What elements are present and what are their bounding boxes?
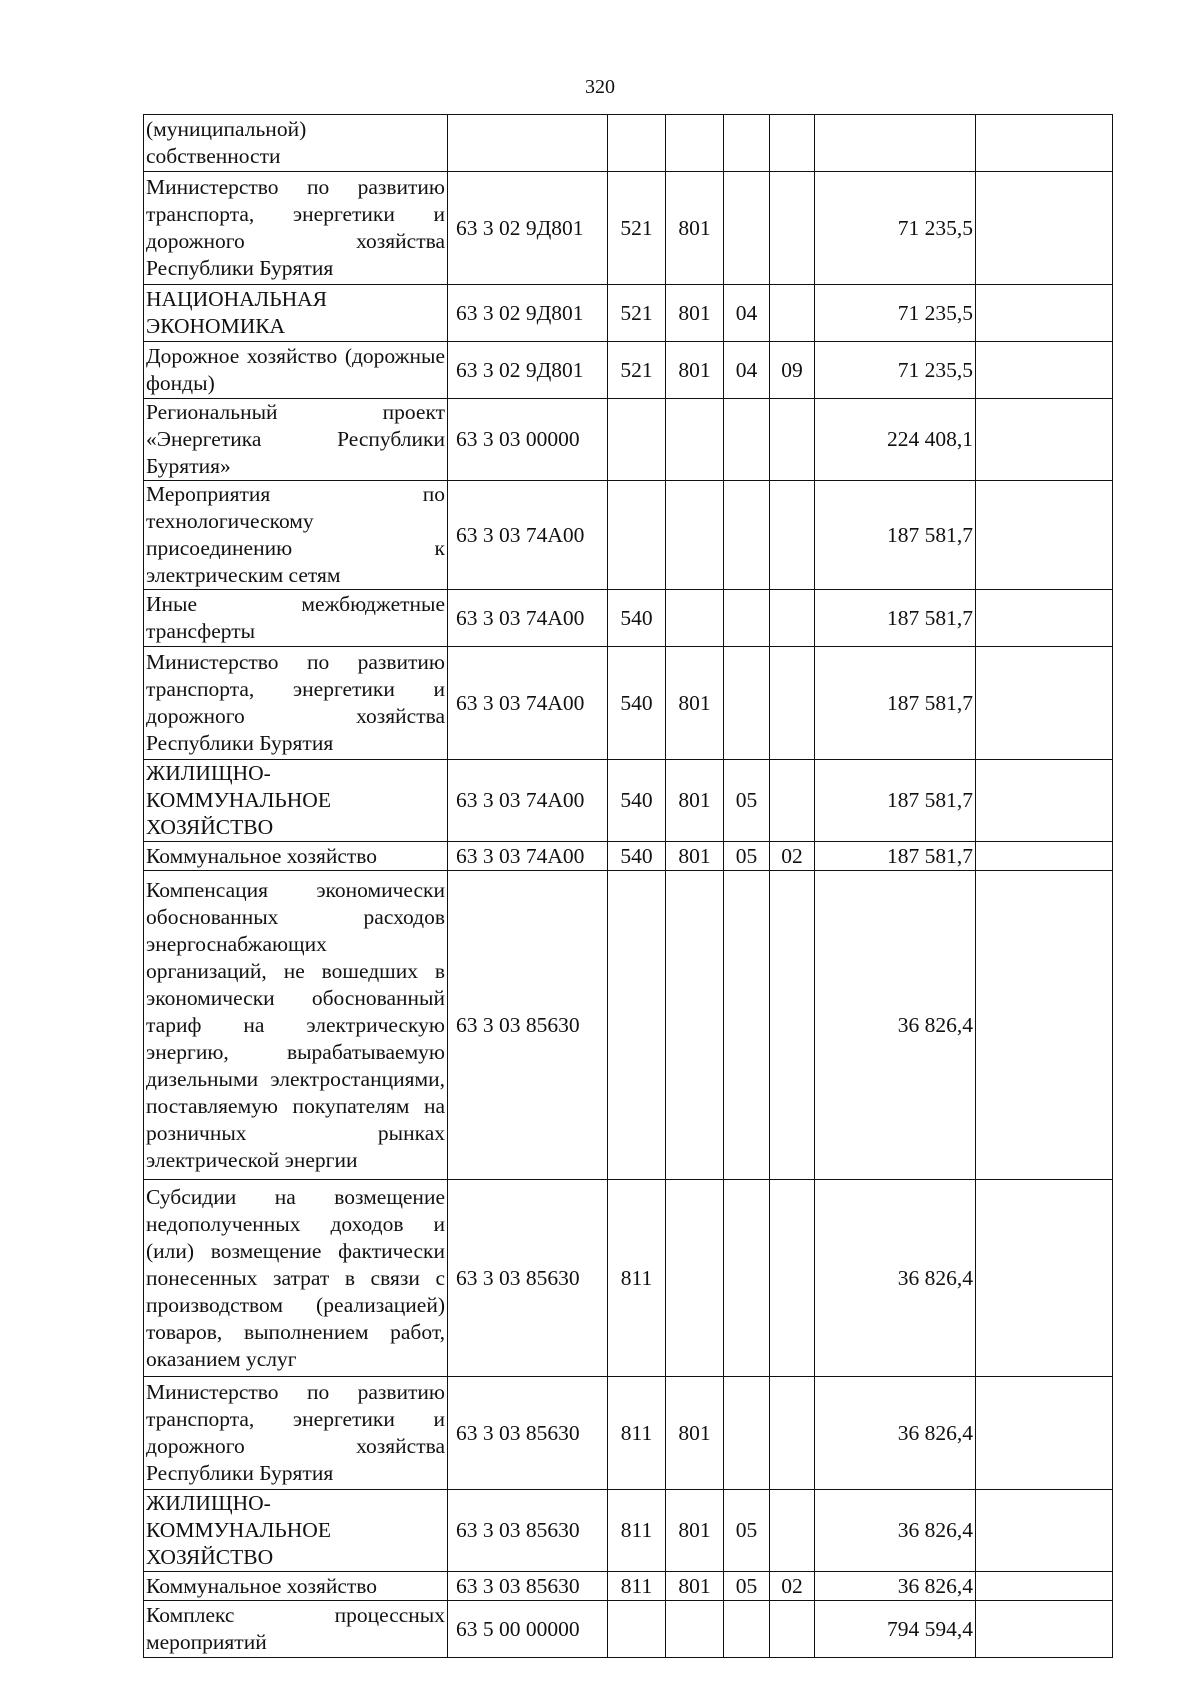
expense-type-cell <box>608 481 666 590</box>
section-cell <box>724 1377 770 1490</box>
row-name-cell: Региональный проект «Энергетика Республики Бурятия» <box>144 399 448 481</box>
section-cell <box>724 647 770 760</box>
expense-type-cell <box>608 871 666 1180</box>
amount-cell: 36 826,4 <box>815 1572 976 1601</box>
table-row <box>144 1490 1113 1572</box>
extra-amount-cell <box>976 871 1113 1180</box>
extra-amount-cell <box>976 1572 1113 1601</box>
table-row <box>144 342 1113 399</box>
target-article-code-cell: 63 3 03 85630 <box>448 1490 608 1572</box>
section-cell: 05 <box>724 1572 770 1601</box>
section-cell <box>724 399 770 481</box>
expense-type-cell: 811 <box>608 1180 666 1377</box>
target-article-code-cell: 63 5 00 00000 <box>448 1601 608 1658</box>
grbs-cell <box>666 590 724 647</box>
row-name-cell: Иные межбюджетные трансферты <box>144 590 448 647</box>
extra-amount-cell <box>976 115 1113 172</box>
section-cell: 04 <box>724 342 770 399</box>
expense-type-cell <box>608 399 666 481</box>
grbs-cell <box>666 871 724 1180</box>
amount-cell: 187 581,7 <box>815 760 976 842</box>
extra-amount-cell <box>976 647 1113 760</box>
table-row <box>144 285 1113 342</box>
amount-cell: 36 826,4 <box>815 1490 976 1572</box>
extra-amount-cell <box>976 1601 1113 1658</box>
table-row <box>144 1180 1113 1377</box>
extra-amount-cell <box>976 1377 1113 1490</box>
section-cell: 05 <box>724 1490 770 1572</box>
expense-type-cell <box>608 115 666 172</box>
row-name-cell: ЖИЛИЩНО-КОММУНАЛЬНОЕ ХОЗЯЙСТВО <box>144 760 448 842</box>
row-name-cell: (муниципальной) собственности <box>144 115 448 172</box>
row-name-cell: Министерство по развитию транспорта, энергетики и дорожного хозяйства Республики Бурятия <box>144 172 448 285</box>
expense-type-cell: 811 <box>608 1490 666 1572</box>
amount-cell: 36 826,4 <box>815 871 976 1180</box>
row-name-cell: ЖИЛИЩНО-КОММУНАЛЬНОЕ ХОЗЯЙСТВО <box>144 1490 448 1572</box>
table-row <box>144 115 1113 172</box>
table-row <box>144 399 1113 481</box>
budget-table <box>143 114 1113 1658</box>
table-row <box>144 1572 1113 1601</box>
amount-cell: 36 826,4 <box>815 1180 976 1377</box>
target-article-code-cell: 63 3 02 9Д801 <box>448 342 608 399</box>
subsection-cell <box>770 871 815 1180</box>
target-article-code-cell: 63 3 03 74А00 <box>448 481 608 590</box>
target-article-code-cell: 63 3 03 00000 <box>448 399 608 481</box>
target-article-code-cell: 63 3 03 85630 <box>448 1572 608 1601</box>
table-row <box>144 647 1113 760</box>
subsection-cell <box>770 115 815 172</box>
subsection-cell <box>770 1377 815 1490</box>
subsection-cell: 09 <box>770 342 815 399</box>
row-name-cell: Компенсация экономически обоснованных расходов энергоснабжающих организаций, не вошедших в экономически обоснованный тариф на электрическую энергию, вырабатываемую дизельными электростанциями, поставляемую покупателям на розничных рынках электрической энергии <box>144 871 448 1180</box>
target-article-code-cell: 63 3 03 85630 <box>448 1377 608 1490</box>
amount-cell: 187 581,7 <box>815 590 976 647</box>
amount-cell: 36 826,4 <box>815 1377 976 1490</box>
amount-cell: 187 581,7 <box>815 647 976 760</box>
section-cell <box>724 590 770 647</box>
table-row <box>144 871 1113 1180</box>
row-name-cell: Комплекс процессных мероприятий <box>144 1601 448 1658</box>
target-article-code-cell: 63 3 03 85630 <box>448 1180 608 1377</box>
subsection-cell <box>770 285 815 342</box>
amount-cell: 794 594,4 <box>815 1601 976 1658</box>
row-name-cell: Министерство по развитию транспорта, энергетики и дорожного хозяйства Республики Бурятия <box>144 647 448 760</box>
section-cell <box>724 871 770 1180</box>
section-cell <box>724 1180 770 1377</box>
row-name-cell: Коммунальное хозяйство <box>144 1572 448 1601</box>
target-article-code-cell: 63 3 03 74А00 <box>448 760 608 842</box>
table-row <box>144 760 1113 842</box>
extra-amount-cell <box>976 285 1113 342</box>
expense-type-cell: 521 <box>608 285 666 342</box>
amount-cell: 71 235,5 <box>815 172 976 285</box>
subsection-cell: 02 <box>770 1572 815 1601</box>
table-row <box>144 481 1113 590</box>
expense-type-cell: 540 <box>608 842 666 871</box>
extra-amount-cell <box>976 1180 1113 1377</box>
subsection-cell <box>770 1490 815 1572</box>
row-name-cell: Коммунальное хозяйство <box>144 842 448 871</box>
amount-cell: 71 235,5 <box>815 342 976 399</box>
row-name-cell: Дорожное хозяйство (дорожные фонды) <box>144 342 448 399</box>
amount-cell: 187 581,7 <box>815 481 976 590</box>
subsection-cell <box>770 399 815 481</box>
expense-type-cell: 811 <box>608 1377 666 1490</box>
extra-amount-cell <box>976 342 1113 399</box>
extra-amount-cell <box>976 399 1113 481</box>
amount-cell <box>815 115 976 172</box>
section-cell <box>724 1601 770 1658</box>
table-row <box>144 590 1113 647</box>
subsection-cell <box>770 1601 815 1658</box>
subsection-cell: 02 <box>770 842 815 871</box>
table-row <box>144 1377 1113 1490</box>
target-article-code-cell: 63 3 03 74А00 <box>448 842 608 871</box>
target-article-code-cell: 63 3 03 74А00 <box>448 647 608 760</box>
expense-type-cell: 521 <box>608 172 666 285</box>
section-cell: 05 <box>724 760 770 842</box>
expense-type-cell: 540 <box>608 760 666 842</box>
expense-type-cell: 540 <box>608 647 666 760</box>
extra-amount-cell <box>976 842 1113 871</box>
extra-amount-cell <box>976 590 1113 647</box>
grbs-cell <box>666 1601 724 1658</box>
extra-amount-cell <box>976 760 1113 842</box>
target-article-code-cell: 63 3 02 9Д801 <box>448 172 608 285</box>
target-article-code-cell: 63 3 03 74А00 <box>448 590 608 647</box>
amount-cell: 187 581,7 <box>815 842 976 871</box>
section-cell: 04 <box>724 285 770 342</box>
amount-cell: 224 408,1 <box>815 399 976 481</box>
row-name-cell: Министерство по развитию транспорта, энергетики и дорожного хозяйства Республики Бурятия <box>144 1377 448 1490</box>
expense-type-cell: 540 <box>608 590 666 647</box>
grbs-cell <box>666 399 724 481</box>
grbs-cell: 801 <box>666 760 724 842</box>
subsection-cell <box>770 647 815 760</box>
grbs-cell <box>666 115 724 172</box>
extra-amount-cell <box>976 1490 1113 1572</box>
grbs-cell: 801 <box>666 342 724 399</box>
grbs-cell <box>666 1180 724 1377</box>
table-body <box>144 115 1113 1658</box>
grbs-cell: 801 <box>666 285 724 342</box>
grbs-cell: 801 <box>666 1572 724 1601</box>
subsection-cell <box>770 590 815 647</box>
subsection-cell <box>770 1180 815 1377</box>
target-article-code-cell <box>448 115 608 172</box>
grbs-cell: 801 <box>666 1490 724 1572</box>
amount-cell: 71 235,5 <box>815 285 976 342</box>
page-number: 320 <box>585 76 615 98</box>
expense-type-cell <box>608 1601 666 1658</box>
row-name-cell: Субсидии на возмещение недополученных доходов и (или) возмещение фактически понесенных затрат в связи с производством (реализацией) товаров, выполнением работ, оказанием услуг <box>144 1180 448 1377</box>
row-name-cell: НАЦИОНАЛЬНАЯ ЭКОНОМИКА <box>144 285 448 342</box>
table-row <box>144 842 1113 871</box>
target-article-code-cell: 63 3 03 85630 <box>448 871 608 1180</box>
grbs-cell: 801 <box>666 647 724 760</box>
grbs-cell: 801 <box>666 842 724 871</box>
section-cell <box>724 481 770 590</box>
subsection-cell <box>770 760 815 842</box>
section-cell <box>724 172 770 285</box>
subsection-cell <box>770 172 815 285</box>
row-name-cell: Мероприятия по технологическому присоединению к электрическим сетям <box>144 481 448 590</box>
grbs-cell: 801 <box>666 172 724 285</box>
table-row <box>144 1601 1113 1658</box>
target-article-code-cell: 63 3 02 9Д801 <box>448 285 608 342</box>
expense-type-cell: 521 <box>608 342 666 399</box>
extra-amount-cell <box>976 481 1113 590</box>
section-cell: 05 <box>724 842 770 871</box>
expense-type-cell: 811 <box>608 1572 666 1601</box>
section-cell <box>724 115 770 172</box>
subsection-cell <box>770 481 815 590</box>
grbs-cell <box>666 481 724 590</box>
grbs-cell: 801 <box>666 1377 724 1490</box>
table-row <box>144 172 1113 285</box>
extra-amount-cell <box>976 172 1113 285</box>
